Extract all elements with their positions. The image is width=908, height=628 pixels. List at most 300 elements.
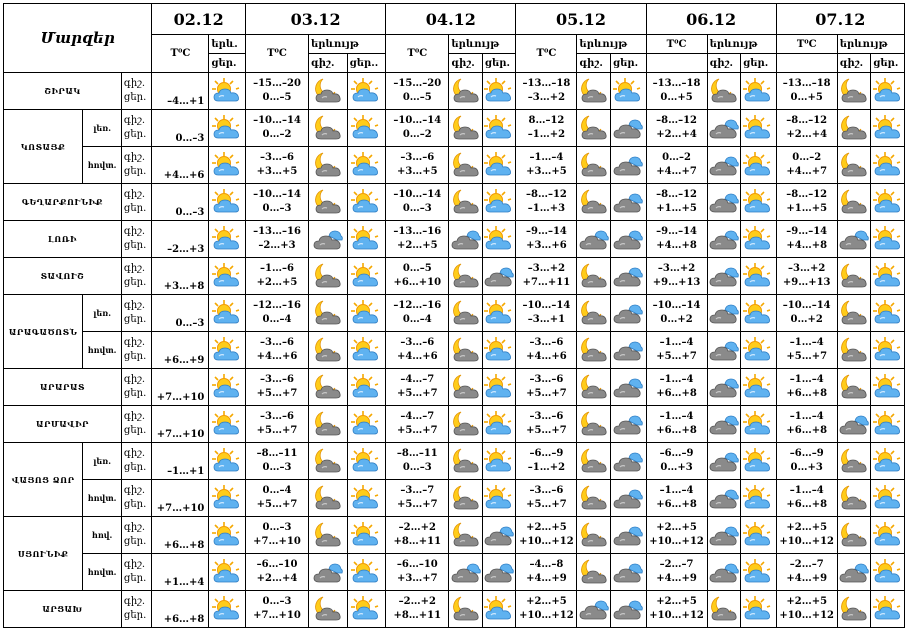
temp-range xyxy=(516,591,577,628)
weather-icon-cell xyxy=(707,332,741,369)
weather-icon-cell xyxy=(837,221,871,258)
temp-value: –6…–9 xyxy=(659,448,694,459)
temp-range xyxy=(386,147,449,184)
temp-value: +4…+9 xyxy=(786,573,828,584)
temp-value: –15…–20 xyxy=(393,78,442,89)
date-header: 07.12 xyxy=(776,4,904,35)
sun-cloud-icon xyxy=(871,447,904,475)
temp-range xyxy=(776,332,837,369)
weather-icon-cell xyxy=(209,110,246,147)
weather-icon-cell xyxy=(837,184,871,221)
temp-value: –1…+2 xyxy=(527,129,566,140)
weather-icon-cell xyxy=(741,369,777,406)
table-row xyxy=(4,406,905,443)
day-label: ցեր. xyxy=(123,536,147,547)
night-label: գիշ. xyxy=(123,559,146,570)
temp-value: 0…–3 xyxy=(402,203,432,214)
sun-cloud-icon xyxy=(741,521,776,549)
weather-icon-cell xyxy=(449,147,483,184)
temp-value: –3…–6 xyxy=(260,411,294,422)
weather-icon-cell xyxy=(209,554,246,591)
night-label: գիշ. xyxy=(123,448,146,459)
night-label: գիշ. xyxy=(449,54,483,73)
weather-icon-cell xyxy=(871,480,905,517)
temp-range xyxy=(245,110,308,147)
temp-value: +2…+5 xyxy=(526,522,567,533)
temp-value: +2…+5 xyxy=(656,596,697,607)
night-label: գիշ. xyxy=(707,54,741,73)
weather-icon-cell xyxy=(347,591,386,628)
temp-range xyxy=(776,480,837,517)
table-row xyxy=(4,73,905,110)
temp-range xyxy=(646,480,707,517)
weather-icon-cell xyxy=(347,147,386,184)
time-of-day xyxy=(121,258,152,295)
sun-cloud-icon xyxy=(348,114,386,142)
cloud-icon xyxy=(577,595,610,623)
weather-icon-cell xyxy=(482,73,516,110)
temp-range xyxy=(516,258,577,295)
weather-icon-cell xyxy=(577,221,611,258)
weather-icon-cell xyxy=(347,369,386,406)
weather-icon-cell xyxy=(577,443,611,480)
night-label: գիշ. xyxy=(577,54,611,73)
weather-icon-cell xyxy=(871,443,905,480)
sun-cloud-icon xyxy=(871,262,904,290)
day-label: ցեր. xyxy=(123,277,147,288)
sun-cloud-icon xyxy=(871,336,904,364)
region-name: ԱՐՑԱԽ xyxy=(4,591,122,628)
moon-cloud-icon xyxy=(449,114,482,142)
weather-icon-cell xyxy=(309,591,348,628)
temp-value: –10…–14 xyxy=(253,115,301,126)
region-name: ԱՐԱՐԱՏ xyxy=(4,369,122,406)
weather-icon-cell xyxy=(449,295,483,332)
temp-value: –6…–10 xyxy=(396,559,438,570)
cloud-icon xyxy=(611,410,646,438)
night-label: գիշ. xyxy=(123,337,146,348)
temp-value: +1…+5 xyxy=(656,203,697,214)
temp-value: 0…+5 xyxy=(790,92,823,103)
weather-icon-cell xyxy=(209,258,246,295)
moon-cloud-icon xyxy=(838,188,871,216)
temp-value: –8…–11 xyxy=(396,448,438,459)
sun-cloud-icon xyxy=(741,336,776,364)
zone-label: լեռ. xyxy=(83,443,122,480)
temp-range xyxy=(646,369,707,406)
night-label: գիշ. xyxy=(123,152,146,163)
weather-header: երևույթ xyxy=(707,35,776,54)
day-label: ցեր. xyxy=(482,54,516,73)
sun-cloud-icon xyxy=(871,410,904,438)
day-label: ցեր. xyxy=(123,314,147,325)
moon-cloud-icon xyxy=(838,595,871,623)
moon-cloud-icon xyxy=(309,151,347,179)
sun-cloud-icon xyxy=(871,151,904,179)
moon-cloud-icon xyxy=(449,151,482,179)
night-label: գիշ. xyxy=(123,263,146,274)
table-row xyxy=(4,443,905,480)
temp-value: +6…+9 xyxy=(152,332,209,369)
temp-value: +8…+11 xyxy=(393,610,442,621)
night-label: գիշ. xyxy=(123,411,146,422)
moon-cloud-icon xyxy=(309,262,347,290)
weather-icon-cell xyxy=(309,110,348,147)
temp-value: +10…+12 xyxy=(519,610,574,621)
weather-icon-cell xyxy=(610,332,646,369)
weather-icon-cell xyxy=(837,480,871,517)
weather-icon-cell xyxy=(610,73,646,110)
temp-value: +5…+7 xyxy=(526,388,567,399)
sun-cloud-icon xyxy=(741,114,776,142)
temp-value: –2…–7 xyxy=(789,559,824,570)
region-name: ՏԱՎՈՒՇ xyxy=(4,258,122,295)
temp-range xyxy=(776,73,837,110)
temp-value: 0…–2 xyxy=(402,129,432,140)
weather-icon-cell xyxy=(871,591,905,628)
night-label: գիշ. xyxy=(123,596,146,607)
sun-cloud-icon xyxy=(348,521,386,549)
weather-icon-cell xyxy=(837,443,871,480)
temp-range xyxy=(776,110,837,147)
date-header: 05.12 xyxy=(516,4,646,35)
temp-value: –10…–14 xyxy=(393,115,442,126)
weather-icon-cell xyxy=(707,147,741,184)
temp-value: +10…+12 xyxy=(519,536,574,547)
time-of-day xyxy=(121,406,152,443)
temp-header: T⁰C xyxy=(646,35,707,54)
weather-icon-cell xyxy=(577,184,611,221)
weather-icon-cell xyxy=(449,406,483,443)
temp-value: +7…+10 xyxy=(152,480,209,517)
cloud-icon xyxy=(708,114,741,142)
weather-icon-cell xyxy=(209,332,246,369)
temp-value: +3…+5 xyxy=(526,166,567,177)
temp-value: 0…–3 xyxy=(402,462,432,473)
temp-value: –9…–14 xyxy=(656,226,697,237)
cloud-icon xyxy=(611,521,646,549)
weather-icon-cell xyxy=(741,443,777,480)
weather-icon-cell xyxy=(741,591,777,628)
weather-icon-cell xyxy=(741,110,777,147)
cloud-icon xyxy=(708,373,741,401)
temp-value: +5…+7 xyxy=(256,425,298,436)
sun-cloud-icon xyxy=(348,188,386,216)
temp-value: +6…+8 xyxy=(786,388,828,399)
weather-icon-cell xyxy=(871,147,905,184)
temp-value: –10…–14 xyxy=(782,300,831,311)
weather-icon-cell xyxy=(577,332,611,369)
cloud-icon xyxy=(708,151,741,179)
temp-value: –13…–18 xyxy=(652,78,701,89)
sun-cloud-icon xyxy=(741,225,776,253)
temp-range xyxy=(245,443,308,480)
cloud-icon xyxy=(611,484,646,512)
weather-icon-cell xyxy=(837,554,871,591)
weather-icon-cell xyxy=(577,517,611,554)
regions-header: Մարզեր xyxy=(4,4,152,73)
temp-value: –10…–14 xyxy=(652,300,701,311)
temp-value: –1…–4 xyxy=(659,485,694,496)
temp-value: –3…–7 xyxy=(400,485,435,496)
temp-range xyxy=(245,369,308,406)
day-label: ցեր. xyxy=(209,54,246,73)
temp-value: 0…–2 xyxy=(792,152,822,163)
weather-icon-cell xyxy=(347,221,386,258)
weather-icon-cell xyxy=(577,554,611,591)
table-row xyxy=(4,184,905,221)
temp-range xyxy=(516,517,577,554)
region-name: ՇԻՐԱԿ xyxy=(4,73,122,110)
temp-value: +4…+7 xyxy=(786,166,828,177)
sun-cloud-icon xyxy=(483,114,516,142)
weather-icon-cell xyxy=(707,369,741,406)
weather-icon-cell xyxy=(482,406,516,443)
weather-icon-cell xyxy=(309,147,348,184)
temp-range xyxy=(386,406,449,443)
temp-value: –3…+2 xyxy=(788,263,826,274)
weather-icon-cell xyxy=(449,591,483,628)
night-label: գիշ. xyxy=(123,300,146,311)
zone-label: լեռ. xyxy=(83,295,122,332)
temp-header: T⁰C xyxy=(152,35,209,73)
weather-icon-cell xyxy=(741,406,777,443)
sun-cloud-icon xyxy=(209,225,245,253)
moon-cloud-icon xyxy=(577,77,610,105)
temp-range xyxy=(776,147,837,184)
temp-value: +2…+5 xyxy=(786,596,828,607)
weather-icon-cell xyxy=(449,258,483,295)
cloud-icon xyxy=(838,410,871,438)
temp-range xyxy=(516,295,577,332)
sun-cloud-icon xyxy=(348,225,386,253)
time-of-day xyxy=(121,554,152,591)
sun-cloud-icon xyxy=(483,151,516,179)
day-label: ցեր. xyxy=(123,240,147,251)
day-label: ցեր. xyxy=(123,203,147,214)
weather-icon-cell xyxy=(577,147,611,184)
sun-cloud-icon xyxy=(871,114,904,142)
weather-icon-cell xyxy=(707,591,741,628)
temp-range xyxy=(646,591,707,628)
moon-cloud-icon xyxy=(838,262,871,290)
temp-value: +5…+7 xyxy=(396,425,438,436)
temp-value: +3…+5 xyxy=(256,166,298,177)
weather-icon-cell xyxy=(209,73,246,110)
temp-value: +4…+6 xyxy=(152,147,209,184)
sun-cloud-icon xyxy=(348,151,386,179)
weather-icon-cell xyxy=(449,221,483,258)
sun-cloud-icon xyxy=(209,336,245,364)
weather-icon-cell xyxy=(209,406,246,443)
table-row xyxy=(4,258,905,295)
sun-cloud-icon xyxy=(741,151,776,179)
temp-value: –10…–14 xyxy=(253,189,301,200)
moon-cloud-icon xyxy=(838,484,871,512)
temp-value: +5…+7 xyxy=(656,351,697,362)
weather-icon-cell xyxy=(209,295,246,332)
moon-cloud-icon xyxy=(309,77,347,105)
temp-value: –13…–18 xyxy=(522,78,571,89)
temp-value: –8…–12 xyxy=(525,189,567,200)
temp-value: +4…+6 xyxy=(396,351,438,362)
temp-range xyxy=(386,184,449,221)
cloud-icon xyxy=(611,447,646,475)
weather-icon-cell xyxy=(209,221,246,258)
temp-range xyxy=(776,517,837,554)
weather-icon-cell xyxy=(741,332,777,369)
moon-cloud-icon xyxy=(449,447,482,475)
weather-icon-cell xyxy=(209,184,246,221)
temp-value: +4…+9 xyxy=(526,573,567,584)
temp-value: +1…+4 xyxy=(152,554,209,591)
weather-icon-cell xyxy=(309,258,348,295)
temp-value: 0…–3 xyxy=(152,184,209,221)
temp-value: –9…–14 xyxy=(525,226,567,237)
weather-icon-cell xyxy=(837,591,871,628)
temp-value: +6…+10 xyxy=(393,277,442,288)
temp-value: –1…–4 xyxy=(659,374,694,385)
temp-value: 0…–2 xyxy=(662,152,692,163)
day-label: ցեր. xyxy=(741,54,777,73)
cloud-icon xyxy=(708,484,741,512)
zone-label: հովտ. xyxy=(83,480,122,517)
zone-label: հովտ. xyxy=(83,332,122,369)
temp-value: –1…–4 xyxy=(789,485,824,496)
temp-value: +2…+5 xyxy=(786,522,828,533)
temp-value: 0…+2 xyxy=(660,314,693,325)
temp-value: –2…+3 xyxy=(152,221,209,258)
weather-icon-cell xyxy=(449,480,483,517)
day-label: ցեր. xyxy=(123,499,147,510)
cloud-icon xyxy=(611,595,646,623)
weather-header: երևույթ xyxy=(309,35,386,54)
weather-icon-cell xyxy=(837,258,871,295)
sun-cloud-icon xyxy=(348,595,386,623)
temp-range xyxy=(386,110,449,147)
temp-value: –2…–7 xyxy=(659,559,694,570)
temp-value: +8…+11 xyxy=(393,536,442,547)
moon-cloud-icon xyxy=(309,595,347,623)
weather-icon-cell xyxy=(741,73,777,110)
time-of-day xyxy=(121,184,152,221)
temp-range xyxy=(516,184,577,221)
moon-cloud-icon xyxy=(577,336,610,364)
moon-cloud-icon xyxy=(449,521,482,549)
weather-icon-cell xyxy=(309,406,348,443)
day-label: ցեր. xyxy=(123,166,147,177)
temp-value: –3…–6 xyxy=(260,337,294,348)
temp-value: –10…–14 xyxy=(393,189,442,200)
cloud-icon xyxy=(611,262,646,290)
temp-value: –4…–7 xyxy=(400,411,435,422)
moon-cloud-icon xyxy=(838,299,871,327)
sun-cloud-icon xyxy=(741,373,776,401)
sun-cloud-icon xyxy=(741,299,776,327)
temp-value: –1…–4 xyxy=(659,411,694,422)
night-label: գիշ. xyxy=(123,78,146,89)
cloud-icon xyxy=(708,225,741,253)
time-of-day xyxy=(121,73,152,110)
weather-icon-cell xyxy=(577,369,611,406)
table-row xyxy=(4,110,905,147)
night-label: գիշ. xyxy=(123,226,146,237)
table-row xyxy=(4,332,905,369)
sun-cloud-icon xyxy=(483,225,516,253)
weather-icon-cell xyxy=(741,295,777,332)
weather-icon-cell xyxy=(449,554,483,591)
moon-cloud-icon xyxy=(309,521,347,549)
moon-cloud-icon xyxy=(449,77,482,105)
temp-range xyxy=(776,406,837,443)
sun-cloud-icon xyxy=(741,595,776,623)
temp-value: –1…+2 xyxy=(527,462,566,473)
temp-value: 8…–12 xyxy=(528,115,565,126)
sun-cloud-icon xyxy=(209,373,245,401)
weather-icon-cell xyxy=(482,295,516,332)
cloud-icon xyxy=(611,114,646,142)
temp-range xyxy=(386,443,449,480)
weather-icon-cell xyxy=(577,295,611,332)
weather-icon-cell xyxy=(837,369,871,406)
sun-cloud-icon xyxy=(871,188,904,216)
zone-label: հովտ. xyxy=(83,554,122,591)
table-row xyxy=(4,221,905,258)
temp-value: +2…+4 xyxy=(786,129,828,140)
cloud-icon xyxy=(708,410,741,438)
temp-value: +7…+10 xyxy=(253,536,301,547)
temp-range xyxy=(776,184,837,221)
weather-icon-cell xyxy=(837,73,871,110)
cloud-icon xyxy=(309,558,347,586)
sun-cloud-icon xyxy=(483,447,516,475)
weather-icon-cell xyxy=(449,517,483,554)
temp-range xyxy=(776,258,837,295)
temp-range xyxy=(386,554,449,591)
weather-icon-cell xyxy=(482,258,516,295)
temp-value: +7…+10 xyxy=(152,406,209,443)
temp-value: 0…+3 xyxy=(790,462,823,473)
temp-value: +6…+8 xyxy=(786,425,828,436)
weather-icon-cell xyxy=(707,110,741,147)
sun-cloud-icon xyxy=(483,484,516,512)
temp-value: –13…–16 xyxy=(253,226,301,237)
region-name: ԱՐՄԱՎԻՐ xyxy=(4,406,122,443)
weather-icon-cell xyxy=(309,443,348,480)
temp-value: –8…–12 xyxy=(786,115,828,126)
weather-icon-cell xyxy=(347,295,386,332)
sun-cloud-icon xyxy=(483,373,516,401)
temp-range xyxy=(646,332,707,369)
temp-value: 0…–3 xyxy=(262,596,292,607)
moon-cloud-icon xyxy=(577,299,610,327)
temp-value: 0…–5 xyxy=(402,92,432,103)
night-label: գիշ. xyxy=(123,115,146,126)
weather-icon-cell xyxy=(707,443,741,480)
night-label: գիշ. xyxy=(123,485,146,496)
time-of-day xyxy=(121,295,152,332)
weather-icon-cell xyxy=(482,443,516,480)
region-name: ՍՅՈՒՆԻՔ xyxy=(4,517,83,591)
moon-cloud-icon xyxy=(309,299,347,327)
day-label: ցեր. xyxy=(610,54,646,73)
cloud-icon xyxy=(309,225,347,253)
weather-icon-cell xyxy=(610,406,646,443)
temp-value: –10…–14 xyxy=(522,300,571,311)
weather-icon-cell xyxy=(347,110,386,147)
temp-value: –3…–6 xyxy=(260,152,294,163)
sun-cloud-icon xyxy=(871,299,904,327)
